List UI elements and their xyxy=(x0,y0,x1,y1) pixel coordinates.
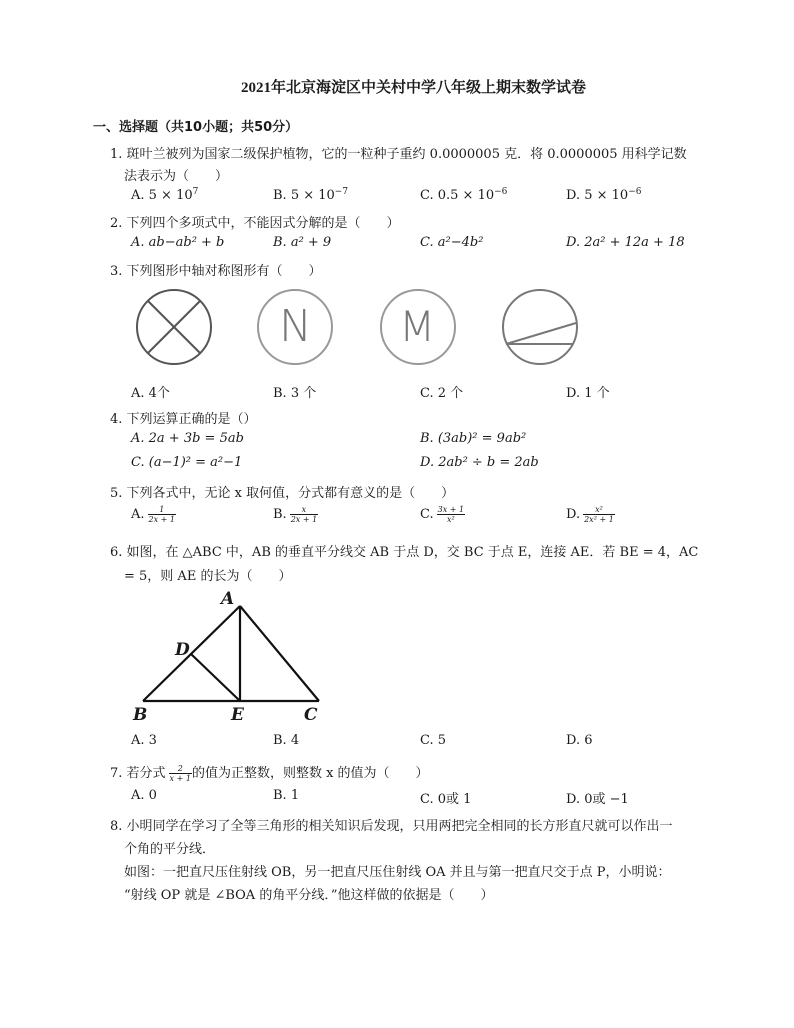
q5-option-c[interactable]: C. $\frac{3x + 1}{\text{x²}}$ xyxy=(420,505,465,524)
q4-option-c[interactable]: C. (a−1)² = a²−1 xyxy=(131,455,243,470)
section-heading-choice: 一、选择题（共10小题；共50分） xyxy=(93,120,299,135)
q5-stem: 5. 下列各式中，无论 x 取何值，分式都有意义的是（ ） xyxy=(110,486,455,501)
q6-option-d[interactable]: D. 6 xyxy=(566,733,593,748)
q8-line3: 如图：一把直尺压住射线 OB，另一把直尺压住射线 OA 并且与第一把直尺交于点 P，小明说： xyxy=(124,865,671,880)
q6-option-c[interactable]: C. 5 xyxy=(420,733,447,748)
q1-line1: 1. 斑叶兰被列为国家二级保护植物，它的一粒种子重约 0.0000005 克．将 0.0000005 用科学记数 xyxy=(110,147,687,162)
q3-stem: 3. 下列图形中轴对称图形有（ ） xyxy=(110,264,322,279)
q2-stem: 2. 下列四个多项式中，不能因式分解的是（ ） xyxy=(110,216,400,231)
q6-option-b[interactable]: B. 4 xyxy=(273,733,300,748)
segment-de xyxy=(191,654,240,701)
vertex-label-d: D xyxy=(175,640,190,660)
q7-option-c[interactable]: C. 0或 1 xyxy=(420,792,472,807)
q2-option-b[interactable]: B. a² + 9 xyxy=(273,235,332,250)
q8-line4: “射线 OP 就是 ∠BOA 的角平分线．”他这样做的依据是（ ） xyxy=(124,888,494,903)
q3-option-d[interactable]: D. 1 个 xyxy=(566,386,610,401)
q8-line1: 8. 小明同学在学习了全等三角形的相关知识后发现，只用两把完全相同的长方形直尺就可以作出一 xyxy=(110,819,673,834)
q7-option-a[interactable]: A. 0 xyxy=(131,788,157,803)
q2-option-d[interactable]: D. 2a² + 12a + 18 xyxy=(566,235,685,250)
segment-ac xyxy=(240,606,319,701)
q6-line1: 6. 如图，在 △ABC 中，AB 的垂直平分线交 AB 于点 D，交 BC 于点 E，连接 AE．若 BE = 4，AC xyxy=(110,545,699,560)
q1-option-b[interactable]: B. $5 \times 10^{-7}$ xyxy=(273,187,349,203)
q7-option-b[interactable]: B. 1 xyxy=(273,788,300,803)
q5-option-d[interactable]: D. $\frac{\text{x²}}{\text{2x² + 1}}$ xyxy=(566,505,614,524)
q6-line2: = 5，则 AE 的长为（ ） xyxy=(124,569,292,584)
letter-m-glyph: M xyxy=(399,302,436,351)
q5-option-a[interactable]: A. $\frac{1}{2x + 1}$ xyxy=(131,505,176,524)
vertex-label-a: A xyxy=(221,589,235,609)
q2-option-c[interactable]: C. a²−4b² xyxy=(420,235,484,250)
q3-option-c[interactable]: C. 2 个 xyxy=(420,386,464,401)
q3-option-b[interactable]: B. 3 个 xyxy=(273,386,317,401)
q4-option-b[interactable]: B. (3ab)² = 9ab² xyxy=(420,431,527,446)
q6-option-a[interactable]: A. 3 xyxy=(131,733,157,748)
q7-option-d[interactable]: D. 0或 −1 xyxy=(566,792,629,807)
q3-option-a[interactable]: A. 4个 xyxy=(131,386,170,401)
q8-line2: 个角的平分线． xyxy=(124,842,216,857)
q7-stem: 7. 若分式 $\frac{2}{x + 1}$ 的值为正整数，则整数 x 的值为（ ） xyxy=(110,764,429,783)
page-title: 2021年北京海淀区中关村中学八年级上期末数学试卷 xyxy=(241,80,587,96)
vertex-label-c: C xyxy=(304,705,318,725)
q4-option-a[interactable]: A. 2a + 3b = 5ab xyxy=(131,431,244,446)
q4-stem: 4. 下列运算正确的是（） xyxy=(110,412,257,427)
letter-n-glyph: N xyxy=(279,301,312,352)
q1-line2: 法表示为（ ） xyxy=(124,169,229,184)
q1-option-d[interactable]: D. $5 \times 10^{-6}$ xyxy=(566,187,642,203)
q5-option-b[interactable]: B. $\frac{x}{2x + 1}$ xyxy=(273,505,318,524)
q1-option-c[interactable]: C. $0.5 \times 10^{-6}$ xyxy=(420,187,508,203)
vertex-label-e: E xyxy=(231,705,244,725)
q4-option-d[interactable]: D. 2ab² ÷ b = 2ab xyxy=(420,455,539,470)
q1-option-a[interactable]: A. $5 \times 10^7$ xyxy=(131,187,199,203)
vertex-label-b: B xyxy=(133,705,148,725)
q2-option-a[interactable]: A. ab−ab² + b xyxy=(131,235,225,250)
